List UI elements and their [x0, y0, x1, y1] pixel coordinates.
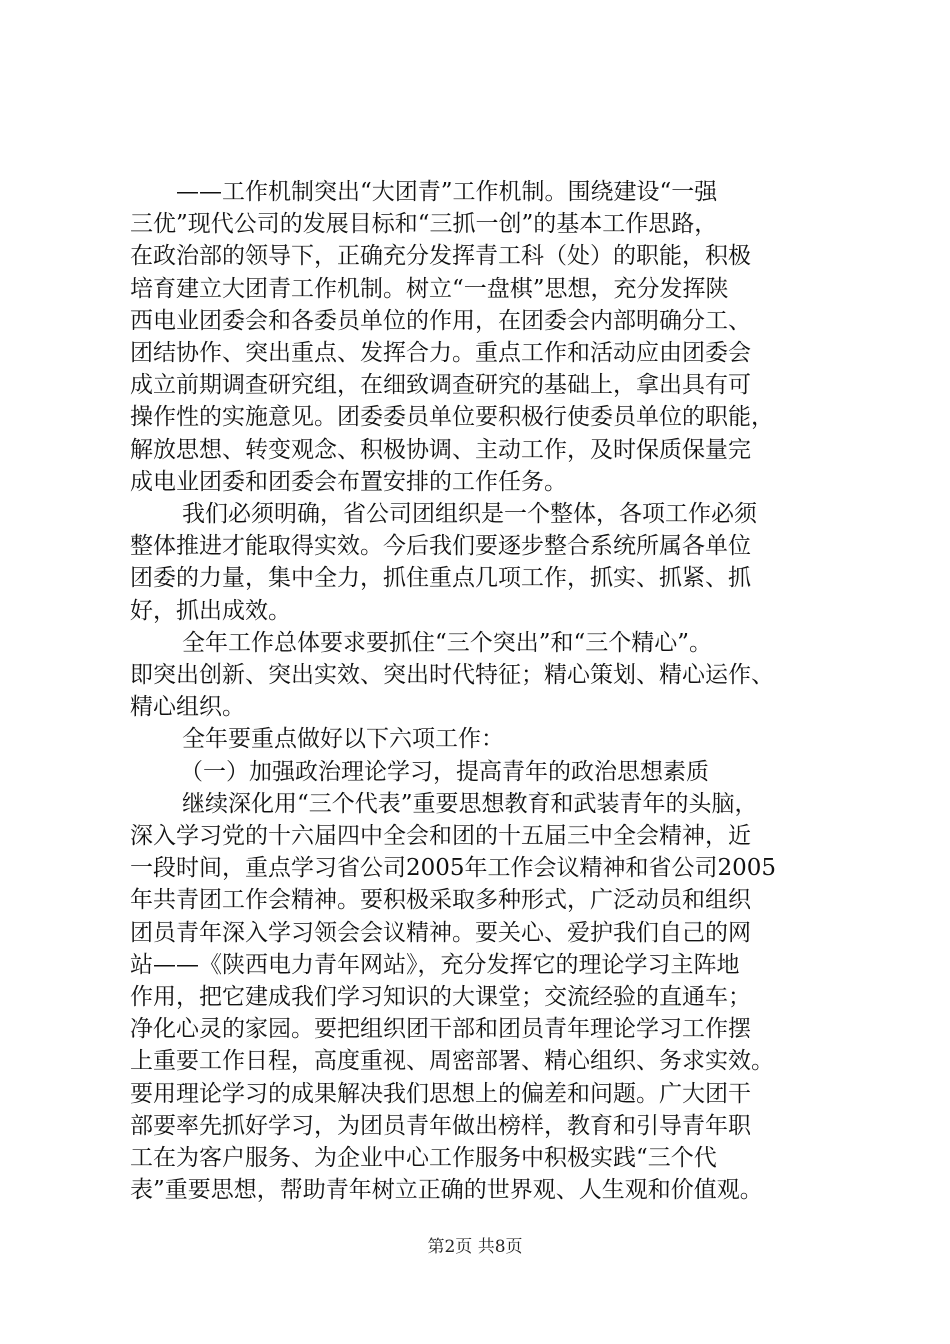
paragraph-theory-study [130, 788, 830, 1207]
paragraph-six-tasks [130, 723, 830, 755]
text-line: 我们必须明确，省公司团组织是一个整体，各项工作必须 [182, 501, 757, 528]
text-line: 作用，把它建成我们学习知识的大课堂；交流经验的直通车； [130, 984, 751, 1011]
text-line: 西电业团委会和各委员单位的作用，在团委会内部明确分工、 [130, 307, 751, 334]
paragraph-work-mechanism [130, 176, 830, 498]
text-line: 部要率先抓好学习，为团员青年做出榜样，教育和引导青年职 [130, 1112, 751, 1139]
text-line: 成立前期调查研究组，在细致调查研究的基础上，拿出具有可 [130, 372, 751, 399]
text-line: 全年工作总体要求要抓住“三个突出”和“三个精心”。 [182, 629, 713, 656]
section-heading-text: （一）加强政治理论学习，提高青年的政治思想素质 [180, 758, 709, 785]
text-line: 解放思想、转变观念、积极协调、主动工作，及时保质保量完 [130, 436, 751, 463]
text-line: 操作性的实施意见。团委委员单位要积极行使委员单位的职能， [130, 404, 774, 431]
text-line: 站——《陕西电力青年网站》，充分发挥它的理论学习主阵地 [130, 951, 740, 978]
paragraph-annual-requirements [130, 627, 830, 724]
text-line: 整体推进才能取得实效。今后我们要逐步整合系统所属各单位 [130, 533, 751, 560]
text-line: 继续深化用“三个代表”重要思想教育和武装青年的头脑， [182, 790, 758, 817]
text-line: ——工作机制突出“大团青”工作机制。围绕建设“一强 [176, 179, 718, 205]
text-line: 成电业团委和团委会布置安排的工作任务。 [130, 468, 567, 495]
text-line: 要用理论学习的成果解决我们思想上的偏差和问题。广大团干 [130, 1080, 751, 1107]
text-line: 培育建立大团青工作机制。树立“一盘棋”思想，充分发挥陕 [130, 275, 729, 302]
text-line: 在政治部的领导下，正确充分发挥青工科（处）的职能，积极 [130, 243, 751, 270]
text-line: 净化心灵的家园。要把组织团干部和团员青年理论学习工作摆 [130, 1016, 751, 1043]
text-line: 深入学习党的十六届四中全会和团的十五届三中全会精神，近 [130, 823, 751, 850]
page-number-footer: 第2页 共8页 [427, 1237, 523, 1257]
text-line: 工在为客户服务、为企业中心工作服务中积极实践“三个代 [130, 1145, 717, 1172]
document-body [130, 176, 830, 1207]
text-line: 年共青团工作会精神。要积极采取多种形式，广泛动员和组织 [130, 887, 751, 914]
text-line: 三优”现代公司的发展目标和“三抓一创”的基本工作思路， [130, 211, 718, 238]
text-line: 精心组织。 [130, 694, 245, 721]
text-line: 团结协作、突出重点、发挥合力。重点工作和活动应由团委会 [130, 340, 751, 367]
text-line: 即突出创新、突出实效、突出时代特征；精心策划、精心运作、 [130, 662, 774, 689]
text-line: 团员青年深入学习领会会议精神。要关心、爱护我们自己的网 [130, 919, 751, 946]
paragraph-organization-whole [130, 498, 830, 627]
text-line: 好，抓出成效。 [130, 597, 291, 624]
text-line: 全年要重点做好以下六项工作： [182, 726, 504, 753]
text-line: 表”重要思想，帮助青年树立正确的世界观、人生观和价值观。 [130, 1177, 763, 1204]
text-line: 团委的力量，集中全力，抓住重点几项工作，抓实、抓紧、抓 [130, 565, 751, 592]
text-line: 上重要工作日程，高度重视、周密部署、精心组织、务求实效。 [130, 1048, 774, 1075]
text-line: 一段时间，重点学习省公司2005年工作会议精神和省公司2005 [130, 855, 777, 882]
section-heading-one [130, 756, 830, 788]
